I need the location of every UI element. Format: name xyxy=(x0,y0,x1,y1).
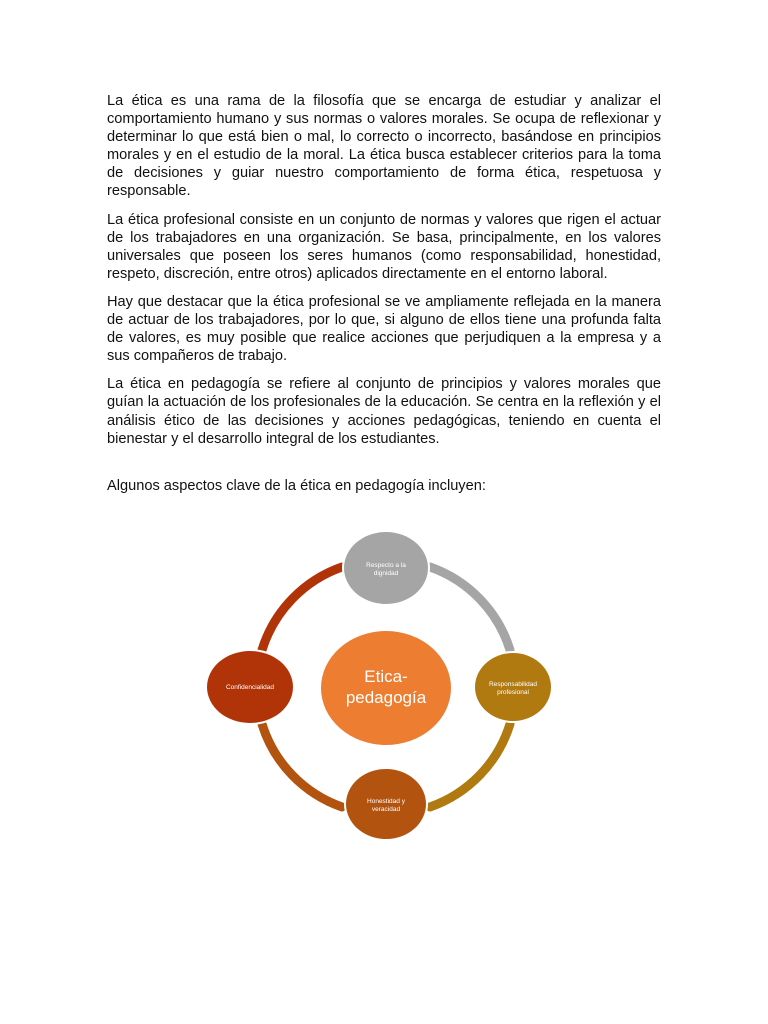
node-respeto-dignidad xyxy=(342,530,430,606)
paragraph-etica-profesional-reflejo: Hay que destacar que la ética profesional se ve ampliamente reflejada en la manera de actuar de los trabajadores, por lo que, si alguno de ellos tiene una profunda falta de valores, es muy posible que realice acciones que perjudiquen a la empresa y a sus compañeros de trabajo. xyxy=(107,293,661,365)
cycle-diagram xyxy=(200,528,570,846)
node-respeto-dignidad-label-line2: dignidad xyxy=(373,570,399,577)
node-honestidad-veracidad-label-line2: veracidad xyxy=(371,806,401,813)
arc-left-top xyxy=(262,567,342,650)
paragraph-etica-definicion: La ética es una rama de la filosofía que se encarga de estudiar y analizar el comportamiento humano y sus normas o valores morales. Se ocupa de reflexionar y determinar lo que está bien o mal, lo correcto o incorrecto, basándose en principios morales y en el estudio de la moral. La ética busca establecer criterios para la toma de decisiones y guiar nuestro comportamiento de forma ética, respetuosa y responsable. xyxy=(107,93,661,200)
node-honestidad-veracidad xyxy=(344,767,428,841)
arc-bottom-left xyxy=(262,724,342,807)
paragraph-etica-profesional: La ética profesional consiste en un conjunto de normas y valores que rigen el actuar de los trabajadores en una organización. Se basa, principalmente, en los valores universales que poseen los seres humanos (como responsabilidad, honestidad, respeto, discreción, entre otros) aplicados directamente en el entorno laboral. xyxy=(107,211,661,282)
arc-right-bottom xyxy=(430,724,510,807)
node-responsabilidad-profesional xyxy=(473,651,553,723)
center-node-label-line1: Etica- xyxy=(364,667,408,686)
paragraph-etica-pedagogia: La ética en pedagogía se refiere al conjunto de principios y valores morales que guían la actuación de los profesionales de la educación. Se centra en la reflexión y el análisis ético de las decisiones y acciones pedagógicas, teniendo en cuenta el bienestar y el desarrollo integral de los estudiantes. xyxy=(107,376,661,447)
node-respeto-dignidad-label-line1: Respecto a la xyxy=(366,562,406,569)
node-confidencialidad xyxy=(205,649,295,725)
center-node xyxy=(321,631,451,745)
node-responsabilidad-profesional-label-line1: Responsabilidad xyxy=(488,681,538,688)
arc-top-right xyxy=(430,567,510,650)
center-node-label-line2: pedagogía xyxy=(345,688,427,707)
node-honestidad-veracidad-label-line1: Honestidad y xyxy=(367,798,405,805)
node-confidencialidad-label: Confidencialidad xyxy=(225,684,275,691)
node-responsabilidad-profesional-label-line2: profesional xyxy=(497,689,529,696)
paragraph-aspectos-clave-intro: Algunos aspectos clave de la ética en pedagogía incluyen: xyxy=(107,477,486,494)
document-body xyxy=(107,92,661,495)
